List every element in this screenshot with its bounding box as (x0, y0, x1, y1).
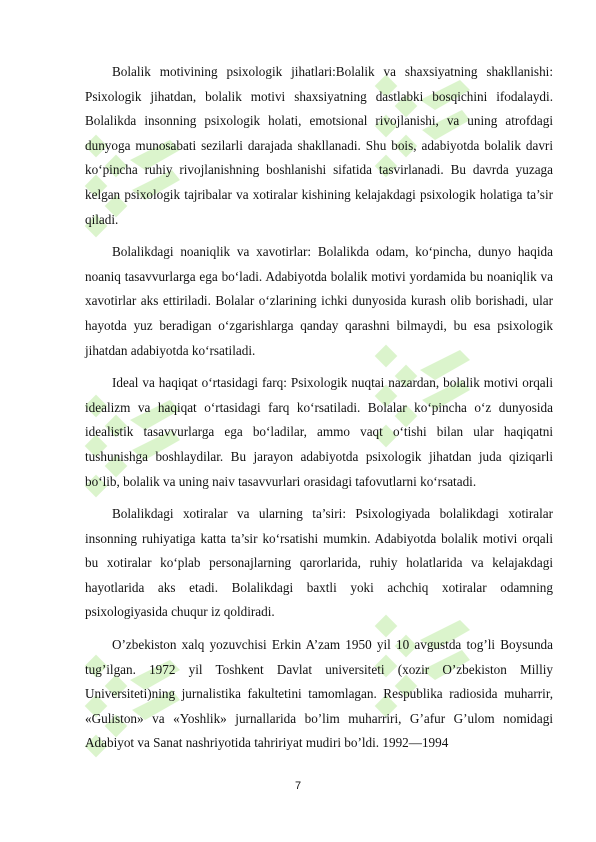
page-number: 7 (294, 780, 302, 792)
paragraph-2: Bolalikdagi noaniqlik va xavotirlar: Bolalikda odam, ko‘pincha, dunyo haqida noaniq tasavvurlarga ega bo‘ladi. Adabiyotda bolalik motivi yordamida bu noaniqlik va xavotirlar aks ettiriladi. Bolalar o‘zlarining ichki dunyosida kurash olib borishadi, ular hayotda yuz beradigan o‘zgarishlarga qanday qarashni bilmaydi, bu esa psixologik jihatdan adabiyotda ko‘rsatiladi. (85, 244, 553, 358)
paragraph-1: Bolalik motivining psixologik jihatlari:Bolalik va shaxsiyatning shakllanishi: Psixologik jihatdan, bolalik motivi shaxsiyatning dastlabki bosqichini ifodalaydi. Bolalikda insonning psixologik holati, emotsional rivojlanishi, va uning atrofdagi dunyoga munosabati sezilarli darajada shakllanadi. Shu bois, adabiyotda bolalik davri ko‘pincha ruhiy rivojlanishning boshlanishi sifatida tasvirlanadi. Bu davrda yuzaga kelgan psixologik tajribalar va xotiralar kishining kelajakdagi psixologik holatiga ta’sir qiladi. (85, 64, 553, 227)
document-body (85, 60, 553, 764)
paragraph-5: O’zbekiston xalq yozuvchisi Erkin A’zam 1950 yil 10 avgustda tog’li Boysunda tug’ilgan. 1972 yil Toshkent Davlat universiteti (xozir O’zbekiston Milliy Universiteti)ning jurnalistika fakultetini tamomlagan. Respublika radiosida muharrir, «Guliston» va «Yoshlik» jurnallarida bo’lim muharriri, G’afur G’ulom nomidagi Adabiyot va Sanat nashriyotida tahririyat mudiri bo’ldi. 1992—1994 (85, 637, 553, 751)
paragraph-4: Bolalikdagi xotiralar va ularning ta’siri: Psixologiyada bolalikdagi xotiralar insonning ruhiyatiga katta ta’sir ko‘rsatishi mumkin. Adabiyotda bolalik motivi orqali bu xotiralar ko‘plab personajlarning qarorlarida, ruhiy holatlarida va kelajakdagi hayotlarida aks etadi. Bolalikdagi baxtli yoki achchiq xotiralar odamning psixologiyasida chuqur iz qoldiradi. (85, 506, 553, 620)
paragraph-3: Ideal va haqiqat o‘rtasidagi farq: Psixologik nuqtai nazardan, bolalik motivi orqali idealizm va haqiqat o‘rtasidagi farq ko‘rsatiladi. Bolalar ko‘pincha o‘z dunyosida idealistik tasavvurlarga ega bo‘ladilar, ammo vaqt o‘tishi bilan ular haqiqatni tushunishga boshlaydilar. Bu jarayon adabiyotda psixologik jihatdan juda qiziqarli bo‘lib, bolalik va uning naiv tasavvurlari orasidagi tafovutlarni ko‘rsatadi. (85, 375, 553, 489)
